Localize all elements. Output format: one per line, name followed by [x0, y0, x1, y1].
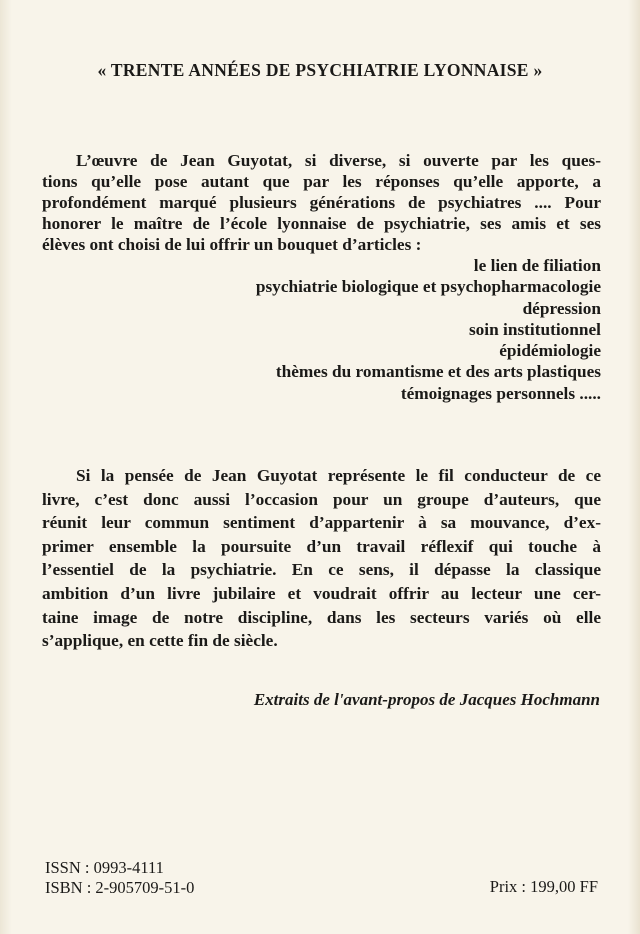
price: Prix : 199,00 FF — [489, 877, 598, 896]
text-line: Si la pensée de Jean Guyotat représente le fil conducteur de ce — [76, 466, 601, 485]
intro-paragraph — [42, 150, 601, 255]
topic-item: psychiatrie biologique et psychopharmacologie — [255, 277, 601, 297]
topic-list — [42, 255, 601, 404]
second-paragraph — [42, 464, 601, 653]
text-line: livre, c’est donc aussi l’occasion pour un groupe d’auteurs, que — [42, 489, 601, 509]
cover-title: « TRENTE ANNÉES DE PSYCHIATRIE LYONNAISE » — [97, 60, 543, 80]
text-line: taine image de notre discipline, dans les secteurs variés où elle — [42, 607, 601, 627]
issn: ISSN : 0993-4111 — [45, 858, 164, 877]
topic-item: soin institutionnel — [468, 319, 601, 339]
topic-item: épidémiologie — [499, 341, 601, 361]
text-line: honorer le maître de l’école lyonnaise de psychiatrie, ses amis et ses — [42, 214, 601, 233]
text-line: s’applique, en cette fin de siècle. — [42, 631, 278, 651]
text-line: élèves ont choisi de lui offrir un bouquet d’articles : — [42, 235, 422, 254]
topic-item: le lien de filiation — [473, 256, 601, 275]
topic-item: thèmes du romantisme et des arts plastiques — [275, 362, 601, 382]
text-line: ambition d’un livre jubilaire et voudrait offrir au lecteur une cer- — [42, 583, 601, 603]
text-line: tions qu’elle pose autant que par les réponses qu’elle apporte, a — [42, 172, 601, 191]
text-line: l’essentiel de la psychiatrie. En ce sens, il dépasse la classique — [42, 560, 601, 580]
topic-item: dépression — [522, 298, 601, 318]
signature: Extraits de l'avant-propos de Jacques Hochmann — [253, 690, 600, 709]
text-line: primer ensemble la poursuite d’un travail réflexif qui touche à — [42, 536, 601, 556]
text-line: L’œuvre de Jean Guyotat, si diverse, si ouverte par les ques- — [76, 151, 601, 170]
text-line: profondément marqué plusieurs générations de psychiatres .... Pour — [42, 193, 601, 212]
topic-item: témoignages personnels ..... — [400, 383, 601, 403]
text-line: réunit leur commun sentiment d’appartenir à sa mouvance, d’ex- — [42, 513, 601, 533]
isbn: ISBN : 2-905709-51-0 — [45, 877, 195, 897]
identifiers — [45, 858, 194, 897]
